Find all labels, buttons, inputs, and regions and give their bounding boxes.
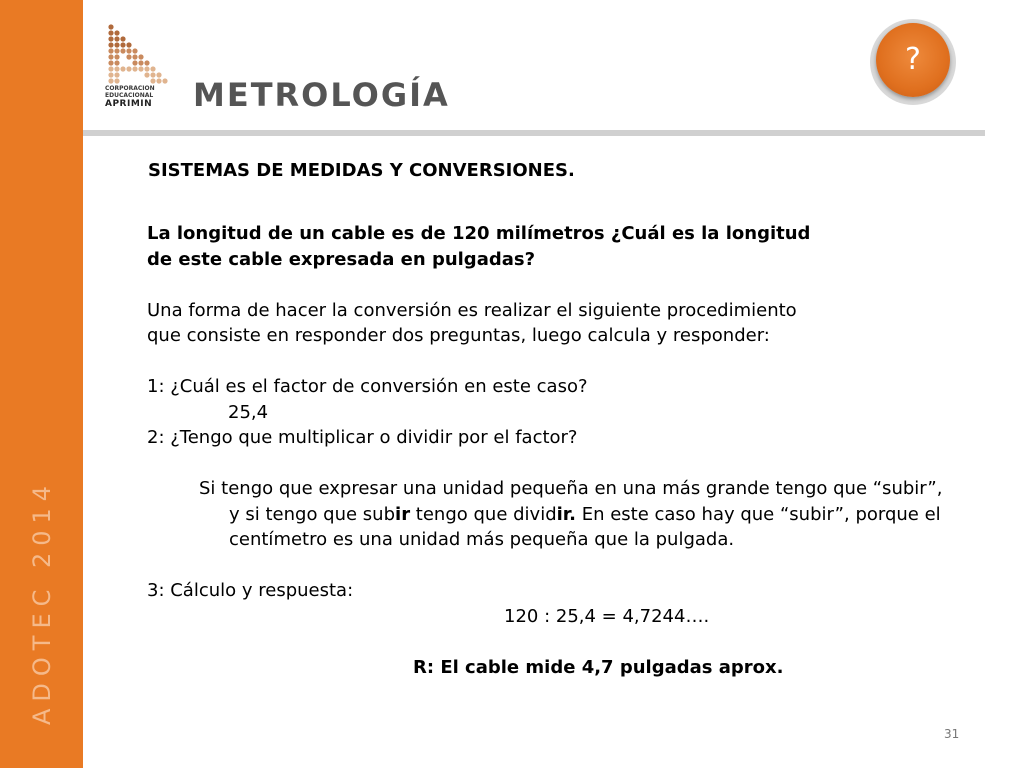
page-number: 31: [944, 727, 960, 741]
intro-line-1: Una forma de hacer la conversión es realizar el siguiente procedimiento: [147, 299, 797, 321]
spacer: [147, 349, 957, 375]
question-line-2: de este cable expresada en pulgadas?: [147, 248, 536, 270]
step-1-question: 1: ¿Cuál es el factor de conversión en este caso?: [147, 376, 588, 397]
spacer: [147, 629, 957, 655]
logo-line-1: CORPORACION: [105, 85, 155, 92]
explanation-text-2: tengo que divid: [410, 503, 557, 525]
explanation-bold-1: ir: [395, 503, 411, 525]
logo-brand: APRIMIN: [105, 99, 153, 109]
final-answer: R: El cable mide 4,7 pulgadas aprox.: [413, 656, 784, 678]
help-button[interactable]: [870, 19, 956, 105]
explanation-text-1: Si tengo que expresar una unidad pequeña en una más grande tengo que “subir”, y si tengo que sub: [199, 478, 943, 525]
logo-line-2: EDUCACIONAL: [105, 92, 154, 99]
explanation-text-3: En este caso hay que “subir”, porque el centímetro es una unidad más pequeña que la pulgada.: [229, 503, 941, 550]
side-bar: [0, 0, 83, 768]
explanation-bold-2: ir.: [556, 503, 576, 525]
step-2-explanation: [147, 476, 957, 553]
spacer: [147, 272, 957, 298]
intro-line-2: que consiste en responder dos preguntas, luego calcula y responder:: [147, 325, 770, 346]
header-divider: [83, 130, 985, 136]
spacer: [147, 553, 957, 579]
step-3-heading: 3: Cálculo y respuesta:: [147, 580, 354, 601]
step-2-question: 2: ¿Tengo que multiplicar o dividir por el factor?: [147, 427, 578, 448]
page-title: METROLOGÍA: [193, 76, 450, 114]
question-mark-icon[interactable]: ?: [876, 23, 950, 97]
logo-wordmark: [105, 85, 180, 110]
question-line-1: La longitud de un cable es de 120 milímetros ¿Cuál es la longitud: [147, 223, 811, 244]
section-title: SISTEMAS DE MEDIDAS Y CONVERSIONES.: [148, 160, 575, 181]
calculation: 120 : 25,4 = 4,7244….: [504, 605, 710, 627]
step-1-answer: 25,4: [228, 401, 269, 423]
sidebar-vertical-text: ADOTEC 2014: [28, 478, 56, 725]
spacer: [147, 451, 957, 477]
content-body: [147, 221, 957, 680]
